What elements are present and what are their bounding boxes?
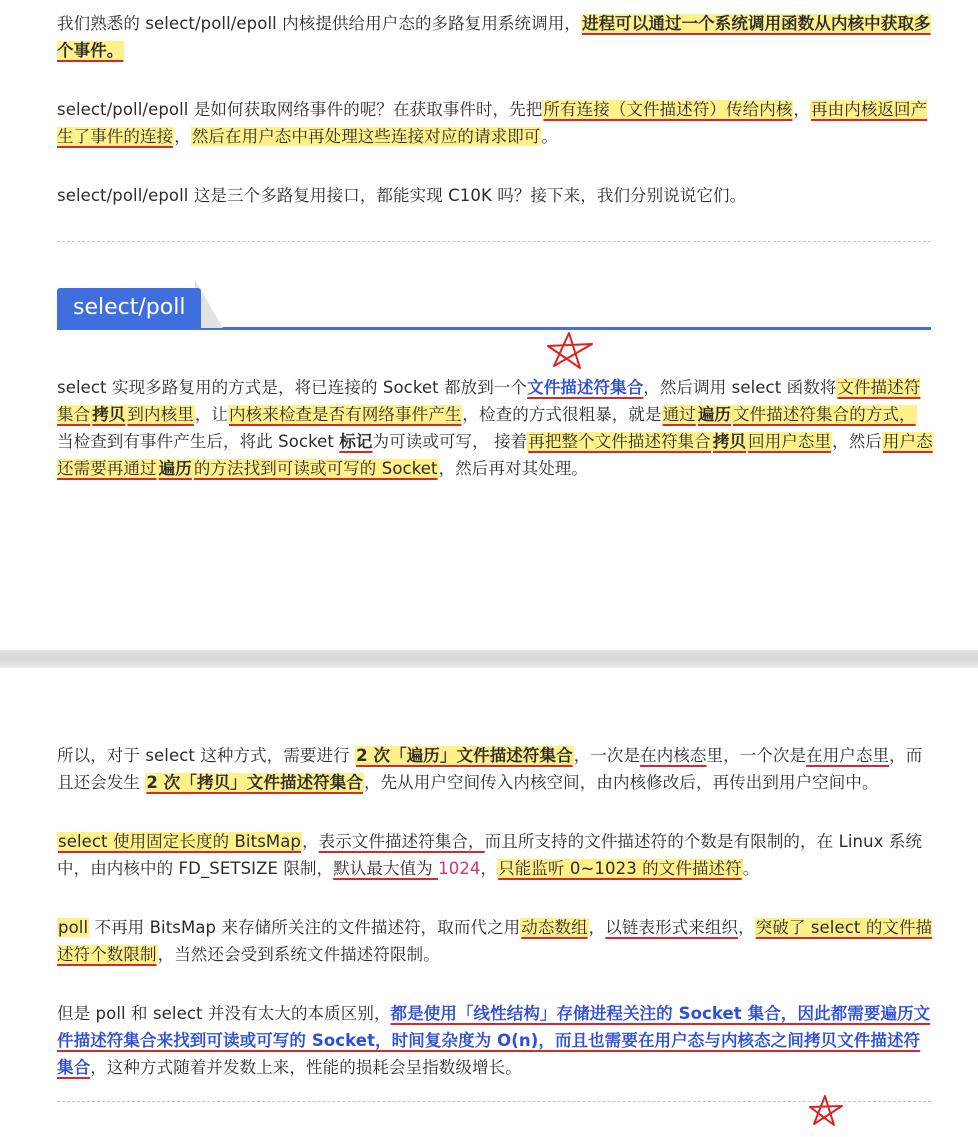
text-span: ，当然还会受到系统文件描述符限制。 <box>157 945 440 964</box>
underlined-text: 以链表形式来组织 <box>605 918 739 937</box>
highlighted-bold-text: 2 次「拷贝」文件描述符集合 <box>146 773 363 792</box>
page-separator <box>0 650 978 668</box>
paragraph-intro <box>57 10 933 64</box>
underlined-text: 在内核态 <box>640 746 707 765</box>
text-span: select 实现多路复用的方式是，将已连接的 Socket 都放到一个 <box>57 378 528 397</box>
text-span: ， <box>302 832 319 851</box>
highlighted-text: select 使用固定长度的 BitsMap <box>58 832 302 851</box>
text-span: 当检查到有事件产生后，将此 Socket <box>57 432 340 451</box>
highlighted-text: 文件描述符集合的方式， <box>733 405 916 424</box>
paragraph-bitsmap <box>57 828 933 882</box>
text-span: ，一次是 <box>573 746 641 765</box>
highlighted-text: 回用户态里 <box>748 432 832 451</box>
highlighted-text: 到内核里 <box>127 405 194 424</box>
highlighted-text: 再由内核返回产生了事件的连接 <box>57 100 928 146</box>
paragraph-select-mechanism <box>57 374 933 482</box>
text-span: ，检查的方式很粗暴，就是 <box>462 405 662 424</box>
highlighted-text: poll <box>58 918 89 937</box>
highlighted-text: 内核来检查是否有网络事件产生 <box>229 405 462 424</box>
highlighted-bold-text: 拷贝 <box>712 432 747 451</box>
text-span: ， <box>588 918 606 937</box>
paragraph-select-cost <box>57 742 933 796</box>
text-span: 里，一个次是 <box>706 746 807 765</box>
highlighted-bold-text: 2 次「遍历」文件描述符集合 <box>356 746 573 765</box>
highlighted-text: 文件描述符集合 <box>57 378 921 424</box>
highlighted-text: 的方法找到可读或可写的 Socket <box>193 459 438 478</box>
text-span: ，让 <box>194 405 229 424</box>
page-2-content <box>57 742 933 1137</box>
text-span: 为可读或可写， 接着 <box>372 432 528 451</box>
highlighted-text: 用户态还需要再通过 <box>57 432 933 478</box>
highlighted-bold-text: 遍历 <box>697 405 732 424</box>
paragraph-poll <box>57 914 933 968</box>
text-span: ，然后再对其处理。 <box>438 459 588 478</box>
text-span: ，而且还会发生 <box>57 746 923 792</box>
page-1-content <box>57 10 933 514</box>
highlighted-text: 通过 <box>662 405 696 424</box>
text-span: 所以，对于 select 这种方式，需要进行 <box>57 746 356 765</box>
star-annotation-icon <box>806 1094 846 1128</box>
highlighted-text: 再把整个文件描述符集合 <box>528 432 711 451</box>
highlighted-text: 然后在用户态中再处理这些连接对应的请求即可 <box>191 127 541 146</box>
underlined-text: 默认最大值为 <box>333 859 439 878</box>
paragraph-how-events <box>57 96 933 150</box>
underlined-text: 在用户态里 <box>806 746 890 765</box>
text-span: 我们熟悉的 select/poll/epoll 内核提供给用户态的多路复用系统调用， <box>57 14 581 33</box>
underlined-text: 表示文件描述符集合， <box>318 832 485 851</box>
section-divider <box>57 1101 931 1102</box>
text-span: 。 <box>541 127 559 146</box>
text-span: ，然后 <box>832 432 882 451</box>
text-span: ，然后调用 select 函数将 <box>643 378 837 397</box>
paragraph-poll-vs-select <box>57 1000 933 1081</box>
text-span: ， <box>738 918 755 937</box>
text-span: 。 <box>742 859 760 878</box>
section-divider <box>57 241 931 242</box>
highlighted-text: 所有连接（文件描述符）传给内核 <box>543 100 793 119</box>
text-span: ， <box>174 127 191 146</box>
inline-code: 1024 <box>438 859 481 878</box>
star-annotation-icon <box>542 330 598 372</box>
text-span: 不再用 BitsMap 来存储所关注的文件描述符，取而代之用 <box>89 918 521 937</box>
text-span: ，这种方式随着并发数上来，性能的损耗会呈指数级增长。 <box>90 1058 522 1077</box>
highlighted-bold-text: 拷贝 <box>92 405 126 424</box>
highlighted-text: 只能监听 0~1023 的文件描述符 <box>498 859 742 878</box>
text-span: 但是 poll 和 select 并没有太大的本质区别， <box>57 1004 391 1023</box>
highlighted-bold-text: 遍历 <box>158 459 192 478</box>
highlighted-text: 突破了 select 的文件描述符个数限制 <box>57 918 933 964</box>
emphasized-link-text: 文件描述符集合 <box>527 378 644 397</box>
highlighted-text: 动态数组 <box>521 918 588 937</box>
section-heading <box>57 288 933 332</box>
text-span: ， <box>793 100 811 119</box>
document-page-2 <box>0 668 978 1137</box>
paragraph-c10k: select/poll/epoll 这是三个多路复用接口，都能实现 C10K 吗？接下来，我们分别说说它们。 <box>57 186 747 205</box>
text-span: select/poll/epoll 是如何获取网络事件的呢？在获取事件时，先把 <box>57 100 543 119</box>
highlighted-text: 进程可以通过一个系统调用函数从内核中获取多个事件。 <box>57 14 931 60</box>
text-span: 而且所支持的文件描述符的个数是有限制的，在 Linux 系统中，由内核中的 FD_SETSIZE 限制， <box>57 832 923 878</box>
emphasized-link-text: 都是使用「线性结构」存储进程关注的 Socket 集合，因此都需要遍历文件描述符集合来找到可读或可写的 Socket，时间复杂度为 O(n)，而且也需要在用户态与内核态之间拷贝文件描述符集合 <box>57 1004 931 1077</box>
text-span: ， <box>480 859 498 878</box>
underlined-bold-text: 标记 <box>339 432 373 451</box>
heading-title: select/poll <box>57 288 201 328</box>
text-span: ，先从用户空间传入内核空间，由内核修改后，再传出到用户空间中。 <box>363 773 879 792</box>
